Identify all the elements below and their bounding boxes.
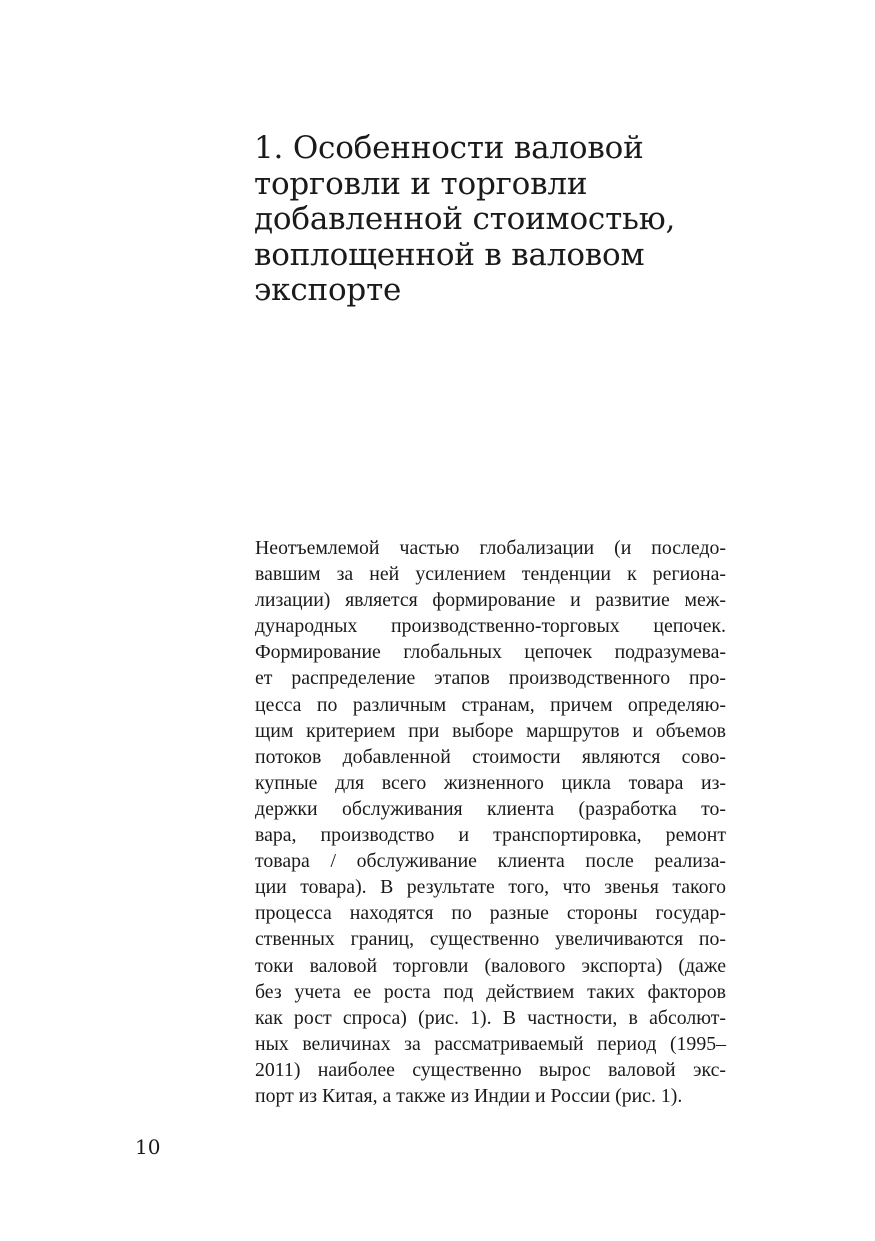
body-paragraph — [255, 535, 726, 1109]
paragraph-line: купные для всего жизненного цикла товара из- — [255, 771, 726, 794]
paragraph-line: без учета ее роста под действием таких факторов — [255, 980, 726, 1003]
paragraph-line: дународных производственно-торговых цепочек. — [255, 615, 726, 638]
paragraph-line: 2011) наиболее существенно вырос валовой экс- — [255, 1058, 726, 1081]
paragraph-line: потоков добавленной стоимости являются сово- — [255, 745, 726, 768]
chapter-title — [254, 131, 774, 309]
chapter-title-line: 1. Особенности валовой — [254, 130, 644, 166]
paragraph-line: вара, производство и транспортировка, ремонт — [255, 824, 726, 847]
paragraph-line: держки обслуживания клиента (разработка то- — [255, 797, 726, 820]
paragraph-line: токи валовой торговли (валового экспорта) (даже — [255, 954, 726, 977]
chapter-title-line: торговли и торговли — [254, 165, 588, 202]
paragraph-line: как рост спроса) (рис. 1). В частности, в абсолют- — [255, 1006, 726, 1029]
chapter-title-line: добавленной стоимостью, — [254, 201, 676, 237]
paragraph-line: вавшим за ней усилением тенденции к регионa- — [255, 563, 726, 586]
chapter-title-line: воплощенной в валовом — [254, 236, 645, 273]
paragraph-line: Неотъемлемой частью глобализации (и последо- — [255, 537, 726, 559]
paragraph-line: ет распределение этапов производственного про- — [255, 667, 726, 690]
chapter-title-line: экспорте — [254, 272, 402, 308]
paragraph-line: процесса находятся по разные стороны государ- — [255, 902, 726, 925]
paragraph-line: лизации) является формирование и развитие меж- — [255, 589, 726, 612]
paragraph-line: ственных границ, существенно увеличиваются по- — [255, 928, 726, 951]
paragraph-line: порт из Китая, а также из Индии и России (рис. 1). — [255, 1084, 683, 1107]
paragraph-line: товара / обслуживание клиента после реализа- — [255, 850, 726, 873]
paragraph-line: ных величинах за рассматриваемый период (1995– — [255, 1032, 726, 1055]
paragraph-line: щим критерием при выборе маршрутов и объемов — [255, 719, 726, 742]
paragraph-line: цесса по различным странам, причем определяю- — [255, 693, 726, 716]
paragraph-line: Формирование глобальных цепочек подразумева- — [255, 641, 726, 664]
paragraph-line: ции товара). В результате того, что звенья такого — [255, 876, 726, 899]
page-number: 10 — [135, 1135, 161, 1159]
